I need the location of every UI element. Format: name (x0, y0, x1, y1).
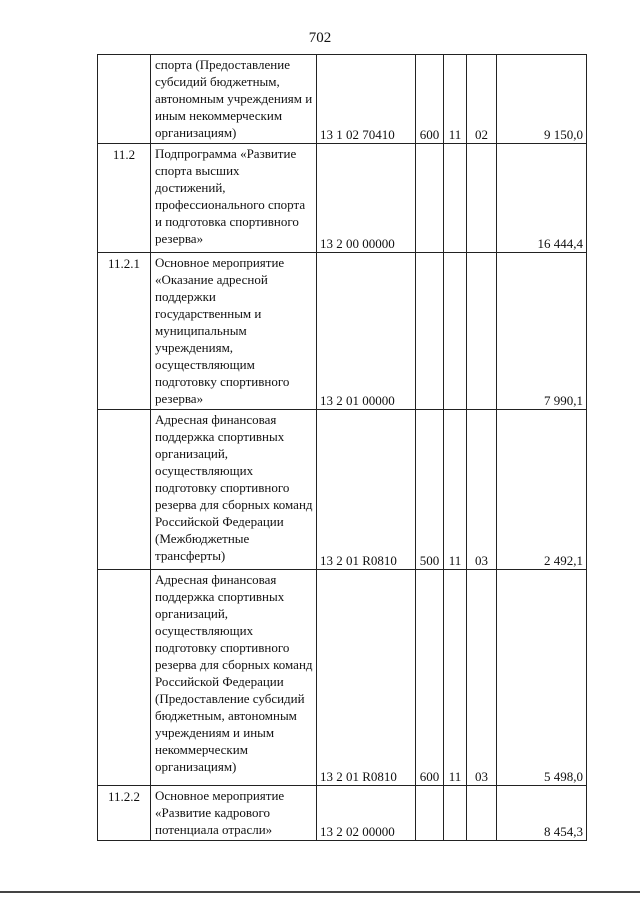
row-name: Подпрограмма «Развитие спорта высших достижений, профессионального спорта и подготовка спортивного резерва» (151, 144, 317, 253)
row-vr: 600 (416, 55, 444, 144)
table-row (98, 253, 587, 410)
row-number: 11.2 (98, 144, 151, 253)
table-row (98, 786, 587, 841)
row-pr: 02 (467, 55, 497, 144)
table-row (98, 570, 587, 786)
row-code: 13 2 02 00000 (317, 786, 416, 841)
row-rz: 11 (444, 570, 467, 786)
table-row (98, 410, 587, 570)
row-rz (444, 253, 467, 410)
row-name: Адресная финансовая поддержка спортивных организаций, осуществляющих подготовку спортивного резерва для сборных команд Российской Федерации (Предоставление субсидий бюджетным, автономным учреждениям и иным некоммерческим организациям) (151, 570, 317, 786)
row-name: спорта (Предоставление субсидий бюджетным, автономным учреждениям и иным некоммерческим организациям) (151, 55, 317, 144)
row-vr (416, 253, 444, 410)
row-amount: 9 150,0 (497, 55, 587, 144)
row-number: 11.2.2 (98, 786, 151, 841)
row-code: 13 2 01 00000 (317, 253, 416, 410)
row-rz: 11 (444, 410, 467, 570)
page-number: 702 (308, 30, 332, 46)
row-name: Адресная финансовая поддержка спортивных организаций, осуществляющих подготовку спортивного резерва для сборных команд Российской Федерации (Межбюджетные трансферты) (151, 410, 317, 570)
budget-table (97, 54, 587, 841)
row-code: 13 2 00 00000 (317, 144, 416, 253)
row-number (98, 570, 151, 786)
footer-rule (0, 891, 640, 893)
row-vr: 600 (416, 570, 444, 786)
row-code: 13 2 01 R0810 (317, 570, 416, 786)
row-pr (467, 144, 497, 253)
row-vr (416, 144, 444, 253)
row-name: Основное мероприятие «Развитие кадрового потенциала отрасли» (151, 786, 317, 841)
row-rz (444, 786, 467, 841)
row-name: Основное мероприятие «Оказание адресной поддержки государственным и муниципальным учреждениям, осуществляющим подготовку спортивного резерва» (151, 253, 317, 410)
row-pr: 03 (467, 570, 497, 786)
row-pr: 03 (467, 410, 497, 570)
row-amount: 5 498,0 (497, 570, 587, 786)
row-pr (467, 786, 497, 841)
row-amount: 8 454,3 (497, 786, 587, 841)
row-code: 13 1 02 70410 (317, 55, 416, 144)
row-vr: 500 (416, 410, 444, 570)
row-number: 11.2.1 (98, 253, 151, 410)
row-vr (416, 786, 444, 841)
row-pr (467, 253, 497, 410)
row-amount: 16 444,4 (497, 144, 587, 253)
row-amount: 2 492,1 (497, 410, 587, 570)
row-rz: 11 (444, 55, 467, 144)
row-code: 13 2 01 R0810 (317, 410, 416, 570)
table-row (98, 144, 587, 253)
table-row (98, 55, 587, 144)
row-number (98, 55, 151, 144)
row-number (98, 410, 151, 570)
row-amount: 7 990,1 (497, 253, 587, 410)
row-rz (444, 144, 467, 253)
